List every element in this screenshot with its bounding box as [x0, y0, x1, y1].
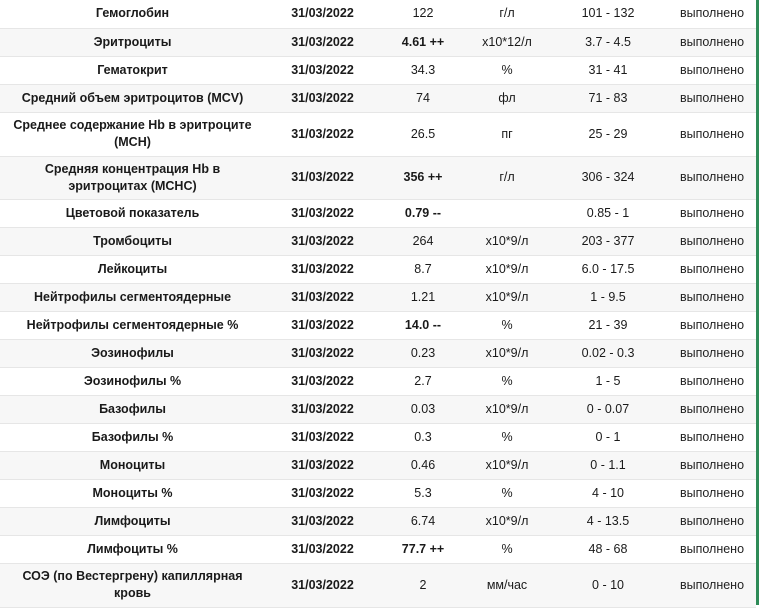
test-date: 31/03/2022 — [265, 283, 380, 311]
test-status: выполнено — [668, 56, 756, 84]
test-unit: x10*9/л — [466, 339, 548, 367]
test-date: 31/03/2022 — [265, 156, 380, 199]
reference-range: 31 - 41 — [548, 56, 668, 84]
test-status: выполнено — [668, 28, 756, 56]
test-status: выполнено — [668, 227, 756, 255]
test-name: Эозинофилы — [0, 339, 265, 367]
test-unit: % — [466, 56, 548, 84]
table-row — [0, 479, 756, 507]
test-value: 0.23 — [380, 339, 466, 367]
reference-range: 306 - 324 — [548, 156, 668, 199]
test-status: выполнено — [668, 112, 756, 156]
test-unit: x10*12/л — [466, 28, 548, 56]
test-status: выполнено — [668, 395, 756, 423]
test-date: 31/03/2022 — [265, 507, 380, 535]
test-name: Лимфоциты % — [0, 535, 265, 563]
test-unit: г/л — [466, 156, 548, 199]
reference-range: 71 - 83 — [548, 84, 668, 112]
test-unit: фл — [466, 84, 548, 112]
test-date: 31/03/2022 — [265, 56, 380, 84]
test-name: Нейтрофилы сегментоядерные % — [0, 311, 265, 339]
reference-range: 21 - 39 — [548, 311, 668, 339]
test-value: 356 ++ — [380, 156, 466, 199]
test-date: 31/03/2022 — [265, 451, 380, 479]
table-row — [0, 227, 756, 255]
test-value: 2.7 — [380, 367, 466, 395]
test-date: 31/03/2022 — [265, 84, 380, 112]
test-name: Эозинофилы % — [0, 367, 265, 395]
table-row — [0, 84, 756, 112]
test-value: 77.7 ++ — [380, 535, 466, 563]
test-name: Гемоглобин — [0, 0, 265, 28]
test-name: Средняя концентрация Hb в эритроцитах (MCHC) — [0, 156, 265, 199]
test-date: 31/03/2022 — [265, 255, 380, 283]
reference-range: 203 - 377 — [548, 227, 668, 255]
test-value: 6.74 — [380, 507, 466, 535]
test-status: выполнено — [668, 367, 756, 395]
test-name: Моноциты % — [0, 479, 265, 507]
table-row — [0, 28, 756, 56]
test-date: 31/03/2022 — [265, 535, 380, 563]
test-status: выполнено — [668, 563, 756, 607]
test-name: Эритроциты — [0, 28, 265, 56]
test-value: 0.46 — [380, 451, 466, 479]
test-unit: x10*9/л — [466, 255, 548, 283]
test-date: 31/03/2022 — [265, 339, 380, 367]
table-row — [0, 0, 756, 28]
test-value: 0.03 — [380, 395, 466, 423]
test-name: Средний объем эритроцитов (MCV) — [0, 84, 265, 112]
test-value: 0.3 — [380, 423, 466, 451]
table-row — [0, 451, 756, 479]
test-unit — [466, 199, 548, 227]
table-row — [0, 395, 756, 423]
test-status: выполнено — [668, 84, 756, 112]
test-name: Лейкоциты — [0, 255, 265, 283]
test-unit: x10*9/л — [466, 507, 548, 535]
test-unit: мм/час — [466, 563, 548, 607]
test-unit: x10*9/л — [466, 227, 548, 255]
test-date: 31/03/2022 — [265, 395, 380, 423]
test-status: выполнено — [668, 479, 756, 507]
test-unit: x10*9/л — [466, 283, 548, 311]
test-unit: % — [466, 423, 548, 451]
table-row — [0, 156, 756, 199]
test-value: 1.21 — [380, 283, 466, 311]
reference-range: 0 - 10 — [548, 563, 668, 607]
table-row — [0, 112, 756, 156]
table-row — [0, 535, 756, 563]
reference-range: 0 - 0.07 — [548, 395, 668, 423]
test-value: 5.3 — [380, 479, 466, 507]
test-status: выполнено — [668, 339, 756, 367]
test-date: 31/03/2022 — [265, 28, 380, 56]
test-name: Цветовой показатель — [0, 199, 265, 227]
test-unit: г/л — [466, 0, 548, 28]
table-row — [0, 367, 756, 395]
test-date: 31/03/2022 — [265, 112, 380, 156]
test-value: 264 — [380, 227, 466, 255]
test-status: выполнено — [668, 423, 756, 451]
table-row — [0, 255, 756, 283]
table-row — [0, 199, 756, 227]
reference-range: 101 - 132 — [548, 0, 668, 28]
reference-range: 0.85 - 1 — [548, 199, 668, 227]
test-status: выполнено — [668, 283, 756, 311]
reference-range: 3.7 - 4.5 — [548, 28, 668, 56]
reference-range: 0 - 1 — [548, 423, 668, 451]
test-value: 14.0 -- — [380, 311, 466, 339]
test-status: выполнено — [668, 199, 756, 227]
test-value: 0.79 -- — [380, 199, 466, 227]
test-unit: % — [466, 535, 548, 563]
test-status: выполнено — [668, 311, 756, 339]
test-status: выполнено — [668, 507, 756, 535]
test-date: 31/03/2022 — [265, 227, 380, 255]
test-status: выполнено — [668, 535, 756, 563]
test-value: 2 — [380, 563, 466, 607]
test-value: 34.3 — [380, 56, 466, 84]
test-name: Базофилы — [0, 395, 265, 423]
table-row — [0, 563, 756, 607]
test-name: Гематокрит — [0, 56, 265, 84]
test-name: СОЭ (по Вестергрену) капиллярная кровь — [0, 563, 265, 607]
reference-range: 1 - 5 — [548, 367, 668, 395]
reference-range: 1 - 9.5 — [548, 283, 668, 311]
table-row — [0, 311, 756, 339]
reference-range: 6.0 - 17.5 — [548, 255, 668, 283]
test-unit: % — [466, 367, 548, 395]
test-date: 31/03/2022 — [265, 0, 380, 28]
test-value: 74 — [380, 84, 466, 112]
test-value: 26.5 — [380, 112, 466, 156]
test-status: выполнено — [668, 451, 756, 479]
test-name: Тромбоциты — [0, 227, 265, 255]
reference-range: 4 - 13.5 — [548, 507, 668, 535]
test-name: Лимфоциты — [0, 507, 265, 535]
test-date: 31/03/2022 — [265, 199, 380, 227]
test-value: 122 — [380, 0, 466, 28]
test-name: Нейтрофилы сегментоядерные — [0, 283, 265, 311]
table-row — [0, 339, 756, 367]
reference-range: 0.02 - 0.3 — [548, 339, 668, 367]
table-row — [0, 283, 756, 311]
table-row — [0, 423, 756, 451]
reference-range: 25 - 29 — [548, 112, 668, 156]
table-row — [0, 56, 756, 84]
test-status: выполнено — [668, 156, 756, 199]
test-unit: x10*9/л — [466, 451, 548, 479]
test-date: 31/03/2022 — [265, 563, 380, 607]
test-name: Среднее содержание Hb в эритроците (MCH) — [0, 112, 265, 156]
test-date: 31/03/2022 — [265, 311, 380, 339]
reference-range: 0 - 1.1 — [548, 451, 668, 479]
test-unit: % — [466, 479, 548, 507]
reference-range: 4 - 10 — [548, 479, 668, 507]
table-row — [0, 507, 756, 535]
test-name: Базофилы % — [0, 423, 265, 451]
test-unit: пг — [466, 112, 548, 156]
test-unit: x10*9/л — [466, 395, 548, 423]
test-date: 31/03/2022 — [265, 367, 380, 395]
test-value: 4.61 ++ — [380, 28, 466, 56]
test-status: выполнено — [668, 255, 756, 283]
test-date: 31/03/2022 — [265, 423, 380, 451]
test-value: 8.7 — [380, 255, 466, 283]
test-date: 31/03/2022 — [265, 479, 380, 507]
test-name: Моноциты — [0, 451, 265, 479]
test-status: выполнено — [668, 0, 756, 28]
test-unit: % — [466, 311, 548, 339]
reference-range: 48 - 68 — [548, 535, 668, 563]
